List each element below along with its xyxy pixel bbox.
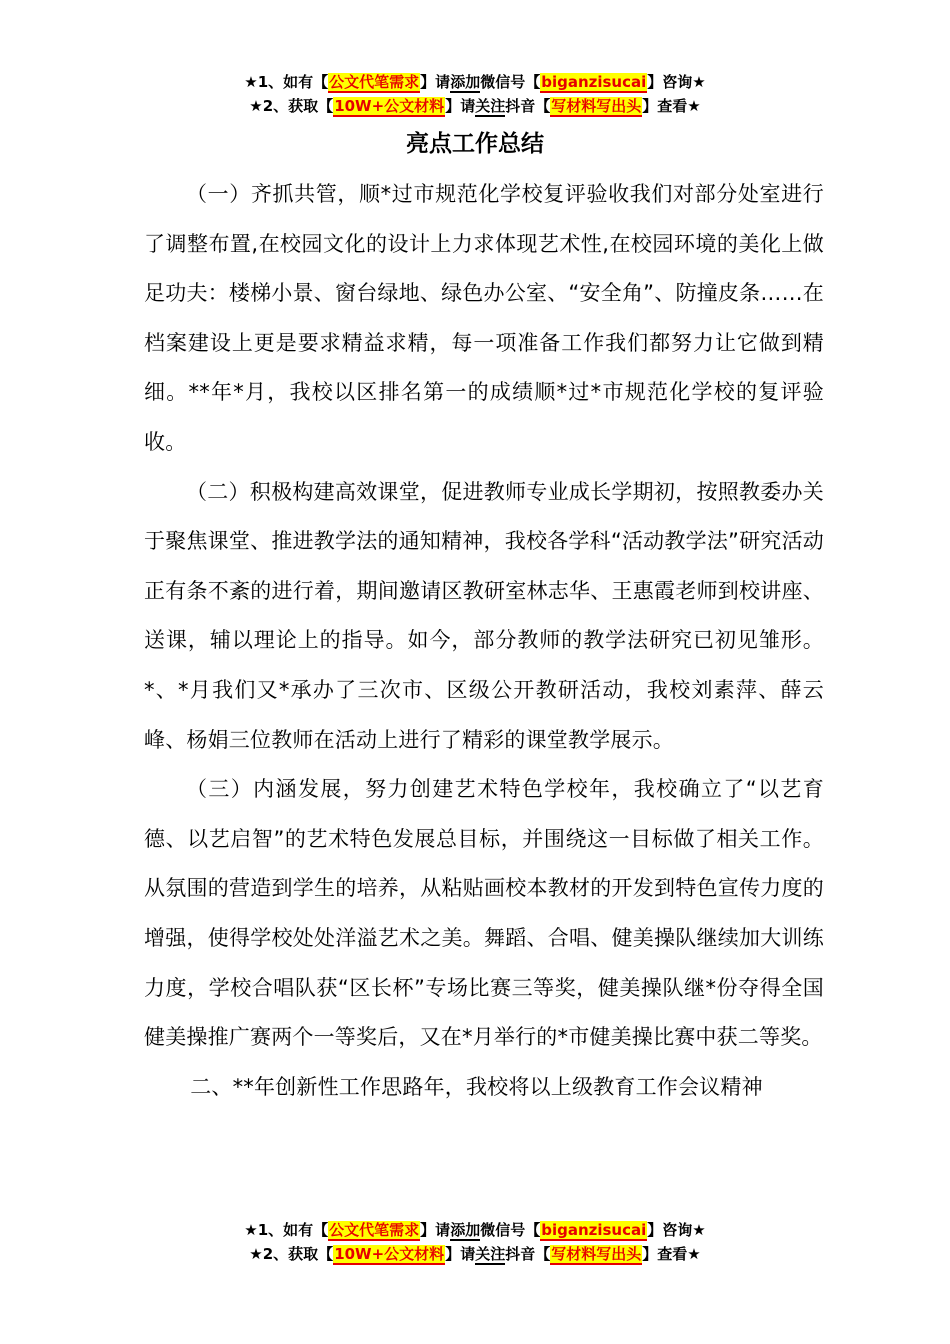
- banner-text: 微信号【: [480, 73, 541, 91]
- banner-line-1: [0, 1218, 950, 1242]
- douyin-account: 写材料写出头: [551, 1245, 642, 1263]
- paragraph: （一）齐抓共管，顺*过市规范化学校复评验收我们对部分处室进行了调整布置,在校园文化的设计上力求体现艺术性,在校园环境的美化上做足功夫：楼梯小景、窗台绿地、绿色办公室、“安全角”、防撞皮条……在档案建设上更是要求精益求精，每一项准备工作我们都努力让它做到精细。**年*月，我校以区排名第一的成绩顺*过*市规范化学校的复评验收。: [144, 182, 824, 454]
- underlined-text: 关注: [475, 1245, 506, 1263]
- highlight-text: 10W+公文材料: [334, 97, 445, 115]
- banner-text: 】查看★: [642, 1245, 701, 1263]
- banner-text: 】请: [420, 73, 451, 91]
- underlined-text: 关注: [475, 97, 506, 115]
- banner-text: 抖音【: [505, 97, 551, 115]
- highlight-text: 公文代笔需求: [329, 73, 420, 91]
- highlight-text: 公文代笔需求: [329, 1221, 420, 1239]
- paragraph: 二、**年创新性工作思路年，我校将以上级教育工作会议精神: [190, 1074, 763, 1099]
- banner-text: ★2、获取【: [249, 97, 334, 115]
- banner-text: 】咨询★: [647, 1221, 706, 1239]
- banner-text: 】请: [445, 1245, 476, 1263]
- document-title: 亮点工作总结: [406, 131, 544, 157]
- banner-text: 微信号【: [480, 1221, 541, 1239]
- banner-text: 】咨询★: [647, 73, 706, 91]
- douyin-account: 写材料写出头: [551, 97, 642, 115]
- banner-text: 】请: [445, 97, 476, 115]
- wechat-id: biganzisucai: [541, 1221, 647, 1239]
- header-banner: [0, 70, 950, 118]
- banner-text: 】请: [420, 1221, 451, 1239]
- banner-text: ★2、获取【: [249, 1245, 334, 1263]
- underlined-text: 添加: [450, 1221, 481, 1239]
- banner-line-2: [0, 1242, 950, 1266]
- banner-text: 】查看★: [642, 97, 701, 115]
- banner-text: ★1、如有【: [244, 73, 329, 91]
- wechat-id: biganzisucai: [541, 73, 647, 91]
- banner-text: 抖音【: [505, 1245, 551, 1263]
- underlined-text: 添加: [450, 73, 481, 91]
- banner-text: ★1、如有【: [244, 1221, 329, 1239]
- highlight-text: 10W+公文材料: [334, 1245, 445, 1263]
- banner-line-2: [0, 94, 950, 118]
- paragraph: （三）内涵发展，努力创建艺术特色学校年，我校确立了“以艺育德、以艺启智”的艺术特色发展总目标，并围绕这一目标做了相关工作。从氛围的营造到学生的培养，从粘贴画校本教材的开发到特色宣传力度的增强，使得学校处处洋溢艺术之美。舞蹈、合唱、健美操队继续加大训练力度，学校合唱队获“区长杯”专场比赛三等奖，健美操队继*份夺得全国健美操推广赛两个一等奖后，又在*月举行的*市健美操比赛中获二等奖。: [144, 777, 824, 1050]
- footer-banner: [0, 1218, 950, 1266]
- banner-line-1: [0, 70, 950, 94]
- paragraph: （二）积极构建高效课堂，促进教师专业成长学期初，按照教委办关于聚焦课堂、推进教学法的通知精神，我校各学科“活动教学法”研究活动正有条不紊的进行着，期间邀请区教研室林志华、王惠霞老师到校讲座、送课，辅以理论上的指导。如今，部分教师的教学法研究已初见雏形。*、*月我们又*承办了三次市、区级公开教研活动，我校刘素萍、薛云峰、杨娟三位教师在活动上进行了精彩的课堂教学展示。: [144, 479, 824, 752]
- document-body: [144, 170, 824, 1112]
